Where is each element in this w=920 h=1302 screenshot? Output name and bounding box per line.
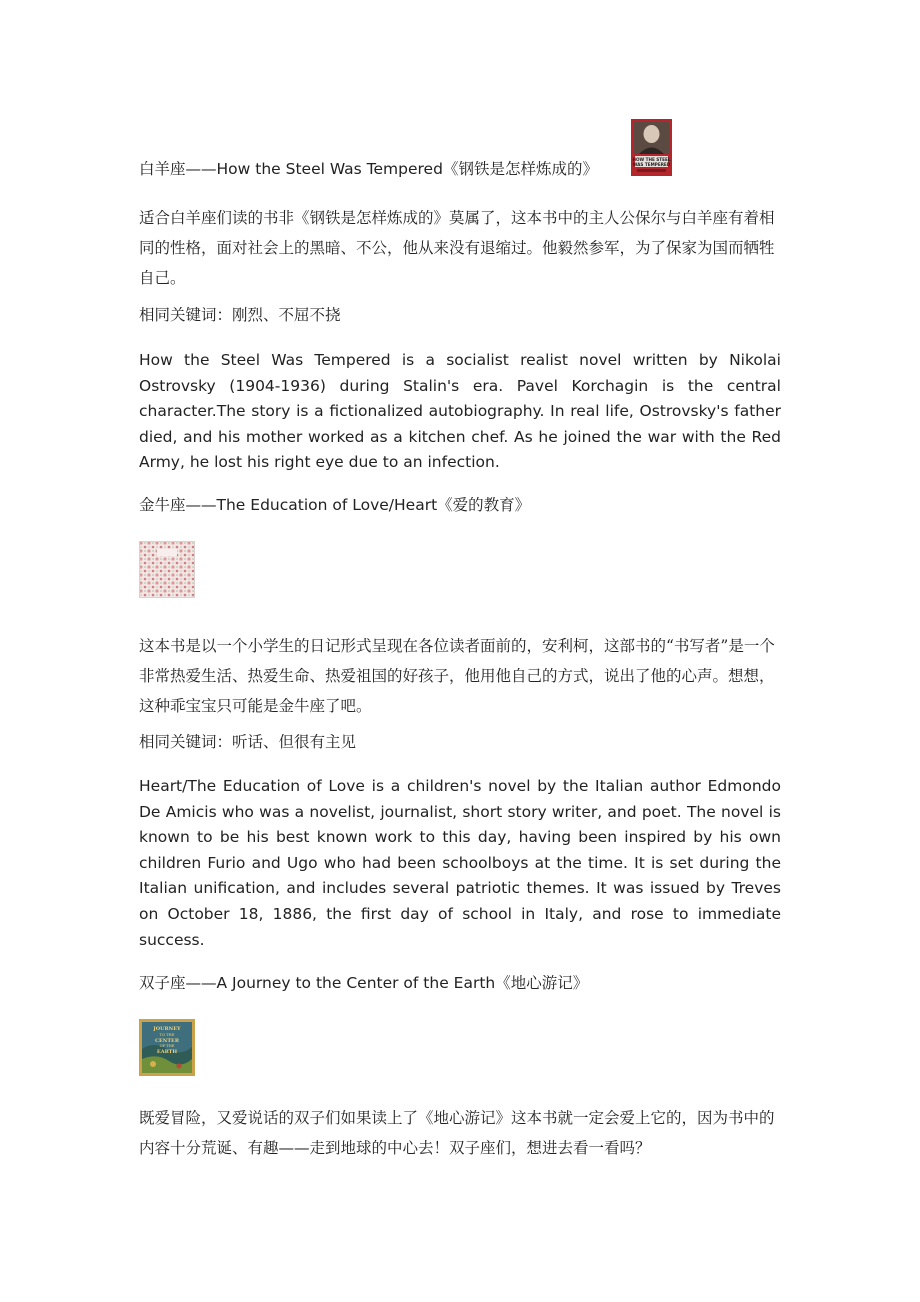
book-title-en: How the Steel Was Tempered [216, 160, 443, 178]
section-heading-taurus [139, 493, 781, 517]
book-cover-heart-image [139, 541, 195, 598]
section-heading-gemini [139, 971, 781, 995]
zodiac-sign: 白羊座 [139, 160, 186, 178]
zodiac-sign: 双子座 [139, 974, 186, 992]
cover-title-line: JOURNEY [153, 1026, 181, 1032]
section-description-en: How the Steel Was Tempered is a socialist realist novel written by Nikolai Ostrovsky (1904-1936) during Stalin's era. Pavel Korchagin is the central character.The story is a fictionalized autobiography. In real life, Ostrovsky's father died, and his mother worked as a kitchen chef. As he joined the war with the Red Army, he lost his right eye due to an infection. [139, 351, 781, 472]
section-intro-cn: 适合白羊座们读的书非《钢铁是怎样炼成的》莫属了，这本书中的主人公保尔与白羊座有着相同的性格，面对社会上的黑暗、不公，他从来没有退缩过。他毅然参军，为了保家为国而牺牲自己。 [139, 209, 775, 287]
cover-title-line: EARTH [156, 1049, 178, 1055]
dash: —— [185, 496, 217, 514]
section-keywords: 相同关键词：听话、但很有主见 [139, 733, 357, 751]
dash: —— [185, 160, 217, 178]
book-title-cn: 《地心游记》 [495, 974, 589, 992]
book-title-en: The Education of Love/Heart [216, 496, 438, 514]
section-keywords: 相同关键词：刚烈、不屈不挠 [139, 306, 341, 324]
book-title-en: A Journey to the Center of the Earth [216, 974, 496, 992]
cover-title-line: TO THE [159, 1033, 175, 1037]
cover-title-line: HOW THE STEEL [632, 157, 671, 162]
cover-title-line: OF THE [159, 1044, 175, 1048]
section-heading-aries [139, 157, 781, 181]
book-title-cn: 《钢铁是怎样炼成的》 [442, 160, 598, 178]
dash: —— [185, 974, 217, 992]
cover-title-line: WAS TEMPERED [632, 162, 671, 167]
book-cover-journey-image [139, 1019, 195, 1076]
book-cover-steel-image [631, 119, 672, 176]
section-description-en: Heart/The Education of Love is a children's novel by the Italian author Edmondo De Amicis who was a novelist, journalist, short story writer, and poet. The novel is known to be his best known work to this day, having been inspired by his own children Furio and Ugo who had been schoolboys at the time. It is set during the Italian unification, and includes several patriotic themes. It was issued by Treves on October 18, 1886, the first day of school in Italy, and rose to immediate success. [139, 777, 781, 949]
cover-title-line: CENTER [154, 1038, 180, 1044]
zodiac-sign: 金牛座 [139, 496, 186, 514]
book-title-cn: 《爱的教育》 [437, 496, 531, 514]
section-intro-cn: 这本书是以一个小学生的日记形式呈现在各位读者面前的，安利柯，这部书的“书写者”是一个非常热爱生活、热爱生命、热爱祖国的好孩子，他用他自己的方式，说出了他的心声。想想，这种乖宝宝只可能是金牛座了吧。 [139, 637, 775, 715]
section-intro-cn: 既爱冒险，又爱说话的双子们如果读上了《地心游记》这本书就一定会爱上它的，因为书中的内容十分荒诞、有趣——走到地球的中心去！双子座们，想进去看一看吗？ [139, 1109, 775, 1157]
